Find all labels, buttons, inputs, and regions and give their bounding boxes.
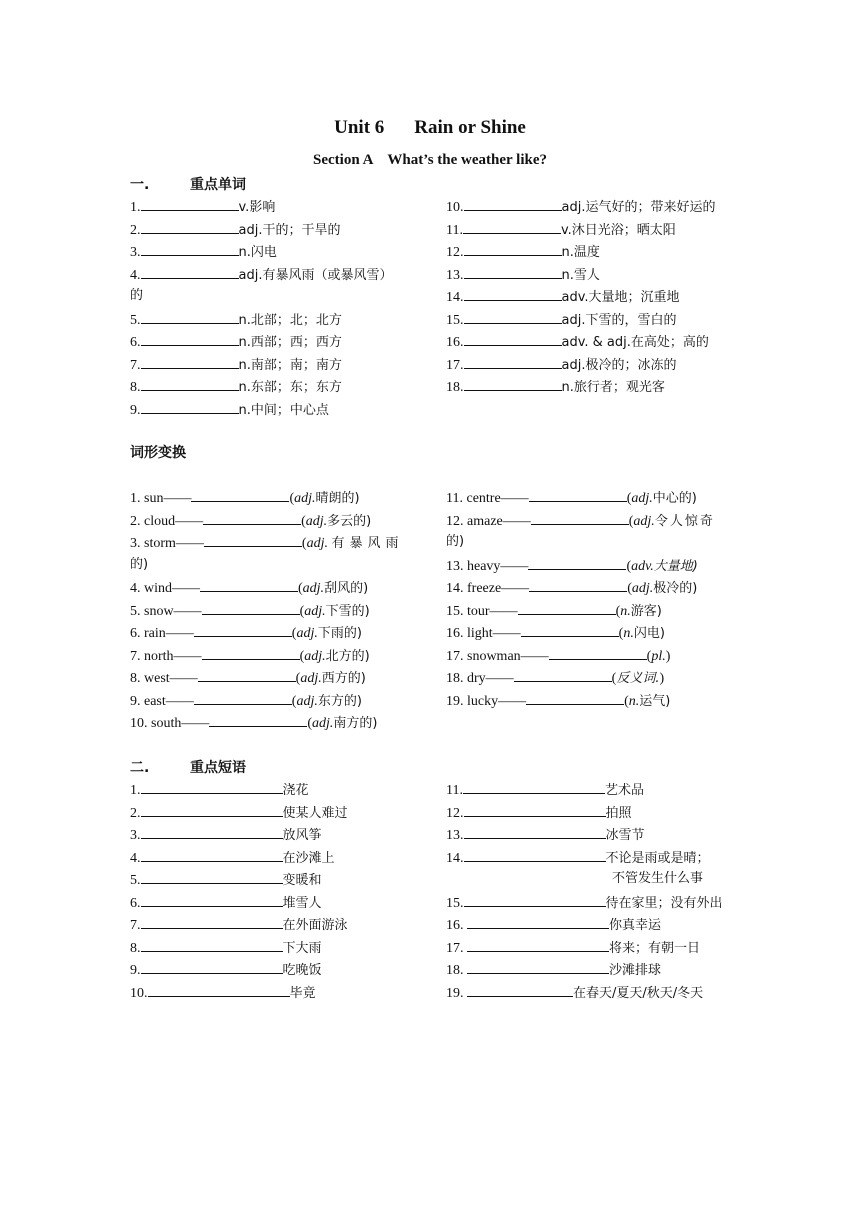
form-item-continued: 的) bbox=[446, 534, 465, 549]
phrase-item: 18. 沙滩排球 bbox=[446, 958, 736, 981]
word-item: 14. adv.大量地；沉重地 bbox=[446, 285, 736, 308]
word-item-continued: 的 bbox=[130, 288, 144, 303]
form-item: 17. snowman—— (pl.) bbox=[446, 644, 736, 667]
answer-blank[interactable] bbox=[521, 621, 619, 637]
answer-blank[interactable] bbox=[141, 398, 239, 414]
form-item: 16. light—— (n.闪电) bbox=[446, 621, 736, 644]
answer-blank[interactable] bbox=[531, 509, 629, 525]
word-item: 17. adj.极冷的；冰冻的 bbox=[446, 353, 736, 376]
answer-blank[interactable] bbox=[141, 375, 239, 391]
form-item: 6. rain—— (adj.下雨的) bbox=[130, 621, 420, 644]
answer-blank[interactable] bbox=[464, 240, 562, 256]
answer-blank[interactable] bbox=[141, 240, 239, 256]
form-item: 5. snow—— (adj.下雪的) bbox=[130, 599, 420, 622]
form-item: 12. amaze—— (adj.令人惊奇 bbox=[446, 509, 736, 532]
form-item: 13. heavy—— (adv.大量地) bbox=[446, 554, 736, 577]
forms-heading bbox=[130, 442, 186, 462]
form-item: 14. freeze—— (adj.极冷的) bbox=[446, 576, 736, 599]
answer-blank[interactable] bbox=[191, 486, 289, 502]
part2-right-list bbox=[446, 778, 736, 1003]
answer-blank[interactable] bbox=[141, 195, 239, 211]
word-item: 8. n.东部；东；东方 bbox=[130, 375, 420, 398]
phrase-item: 17. 将来；有朝一日 bbox=[446, 936, 736, 959]
answer-blank[interactable] bbox=[463, 218, 561, 234]
answer-blank[interactable] bbox=[194, 621, 292, 637]
answer-blank[interactable] bbox=[467, 913, 609, 929]
part1-number: 一. bbox=[130, 177, 150, 193]
answer-blank[interactable] bbox=[141, 823, 283, 839]
answer-blank[interactable] bbox=[148, 981, 290, 997]
word-item: 9. n.中间；中心点 bbox=[130, 398, 420, 421]
word-item: 4. adj.有暴风雨（或暴风雪） bbox=[130, 263, 420, 286]
answer-blank[interactable] bbox=[141, 778, 283, 794]
answer-blank[interactable] bbox=[141, 891, 283, 907]
form-item: 8. west—— (adj.西方的) bbox=[130, 666, 420, 689]
answer-blank[interactable] bbox=[464, 195, 562, 211]
part1-title: 重点单词 bbox=[190, 177, 246, 193]
answer-blank[interactable] bbox=[464, 285, 562, 301]
word-item: 16. adv. & adj.在高处；高的 bbox=[446, 330, 736, 353]
answer-blank[interactable] bbox=[529, 486, 627, 502]
form-item: 7. north—— (adj.北方的) bbox=[130, 644, 420, 667]
answer-blank[interactable] bbox=[204, 531, 302, 547]
phrase-item: 8. 下大雨 bbox=[130, 936, 420, 959]
answer-blank[interactable] bbox=[203, 509, 301, 525]
form-item: 18. dry—— (反义词.) bbox=[446, 666, 736, 689]
word-item: 3. n.闪电 bbox=[130, 240, 420, 263]
answer-blank[interactable] bbox=[464, 375, 562, 391]
answer-blank[interactable] bbox=[467, 936, 609, 952]
phrase-item: 4. 在沙滩上 bbox=[130, 846, 420, 869]
answer-blank[interactable] bbox=[202, 644, 300, 660]
answer-blank[interactable] bbox=[528, 554, 626, 570]
word-item: 13. n.雪人 bbox=[446, 263, 736, 286]
part1-left-list bbox=[130, 195, 420, 420]
forms-left-list bbox=[130, 486, 420, 734]
word-item: 12. n.温度 bbox=[446, 240, 736, 263]
answer-blank[interactable] bbox=[463, 778, 605, 794]
phrase-item: 14. 不论是雨或是晴； bbox=[446, 846, 736, 869]
phrase-item: 19. 在春天/夏天/秋天/冬天 bbox=[446, 981, 736, 1004]
answer-blank[interactable] bbox=[518, 599, 616, 615]
answer-blank[interactable] bbox=[464, 308, 562, 324]
part2-title: 重点短语 bbox=[190, 760, 246, 776]
answer-blank[interactable] bbox=[141, 801, 283, 817]
answer-blank[interactable] bbox=[464, 801, 606, 817]
form-item: 1. sun—— (adj.晴朗的) bbox=[130, 486, 420, 509]
answer-blank[interactable] bbox=[464, 263, 562, 279]
answer-blank[interactable] bbox=[141, 936, 283, 952]
word-item: 6. n.西部；西；西方 bbox=[130, 330, 420, 353]
answer-blank[interactable] bbox=[529, 576, 627, 592]
part2-number: 二. bbox=[130, 760, 150, 776]
answer-blank[interactable] bbox=[141, 353, 239, 369]
answer-blank[interactable] bbox=[141, 263, 239, 279]
answer-blank[interactable] bbox=[514, 666, 612, 682]
answer-blank[interactable] bbox=[467, 958, 609, 974]
part2-left-list bbox=[130, 778, 420, 1003]
word-item: 7. n.南部；南；南方 bbox=[130, 353, 420, 376]
answer-blank[interactable] bbox=[141, 846, 283, 862]
form-item-continued: 的) bbox=[130, 556, 149, 572]
phrase-item: 13. 冰雪节 bbox=[446, 823, 736, 846]
form-item: 4. wind—— (adj.刮风的) bbox=[130, 576, 420, 599]
word-item: 15. adj.下雪的，雪白的 bbox=[446, 308, 736, 331]
form-item: 11. centre—— (adj.中心的) bbox=[446, 486, 736, 509]
word-item: 18. n.旅行者；观光客 bbox=[446, 375, 736, 398]
answer-blank[interactable] bbox=[526, 689, 624, 705]
word-item: 5. n.北部；北；北方 bbox=[130, 308, 420, 331]
answer-blank[interactable] bbox=[198, 666, 296, 682]
page-title bbox=[0, 117, 860, 139]
phrase-item: 9. 吃晚饭 bbox=[130, 958, 420, 981]
phrase-item: 15. 待在家里；没有外出 bbox=[446, 891, 736, 914]
section-label: Section A bbox=[313, 152, 374, 168]
answer-blank[interactable] bbox=[209, 711, 307, 727]
word-item: 1. v.影响 bbox=[130, 195, 420, 218]
form-item: 9. east—— (adj.东方的) bbox=[130, 689, 420, 712]
section-question: What’s the weather like? bbox=[387, 152, 547, 168]
phrase-item: 1. 浇花 bbox=[130, 778, 420, 801]
answer-blank[interactable] bbox=[141, 308, 239, 324]
answer-blank[interactable] bbox=[464, 846, 606, 862]
unit-label: Unit 6 bbox=[334, 117, 385, 138]
part1-heading bbox=[130, 174, 246, 194]
form-item: 15. tour—— (n.游客) bbox=[446, 599, 736, 622]
answer-blank[interactable] bbox=[464, 353, 562, 369]
forms-title: 词形变换 bbox=[130, 445, 186, 461]
answer-blank[interactable] bbox=[464, 891, 606, 907]
answer-blank[interactable] bbox=[549, 644, 647, 660]
phrase-item: 2. 使某人难过 bbox=[130, 801, 420, 824]
phrase-item: 3. 放风筝 bbox=[130, 823, 420, 846]
answer-blank[interactable] bbox=[200, 576, 298, 592]
answer-blank[interactable] bbox=[141, 913, 283, 929]
phrase-item-continued: 不管发生什么事 bbox=[612, 871, 704, 886]
phrase-item: 5. 变暖和 bbox=[130, 868, 420, 891]
section-title bbox=[0, 152, 860, 169]
answer-blank[interactable] bbox=[467, 981, 573, 997]
phrase-item: 11. 艺术品 bbox=[446, 778, 736, 801]
answer-blank[interactable] bbox=[464, 330, 562, 346]
phrase-item: 12. 拍照 bbox=[446, 801, 736, 824]
answer-blank[interactable] bbox=[141, 868, 283, 884]
unit-name: Rain or Shine bbox=[414, 117, 526, 138]
answer-blank[interactable] bbox=[202, 599, 300, 615]
answer-blank[interactable] bbox=[141, 958, 283, 974]
form-item: 10. south—— (adj.南方的) bbox=[130, 711, 420, 734]
word-item: 11. v.沐日光浴；晒太阳 bbox=[446, 218, 736, 241]
form-item: 19. lucky—— (n.运气) bbox=[446, 689, 736, 712]
phrase-item: 16. 你真幸运 bbox=[446, 913, 736, 936]
word-item: 2. adj.干的；干旱的 bbox=[130, 218, 420, 241]
part2-heading bbox=[130, 757, 246, 777]
forms-right-list bbox=[446, 486, 736, 711]
form-item: 2. cloud—— (adj.多云的) bbox=[130, 509, 420, 532]
answer-blank[interactable] bbox=[141, 218, 239, 234]
part1-right-list bbox=[446, 195, 736, 398]
answer-blank[interactable] bbox=[464, 823, 606, 839]
answer-blank[interactable] bbox=[194, 689, 292, 705]
phrase-item: 6. 堆雪人 bbox=[130, 891, 420, 914]
word-item: 10. adj.运气好的；带来好运的 bbox=[446, 195, 736, 218]
answer-blank[interactable] bbox=[141, 330, 239, 346]
form-item: 3. storm—— (adj. 有暴风雨 bbox=[130, 531, 420, 554]
phrase-item: 7. 在外面游泳 bbox=[130, 913, 420, 936]
phrase-item: 10. 毕竟 bbox=[130, 981, 420, 1004]
